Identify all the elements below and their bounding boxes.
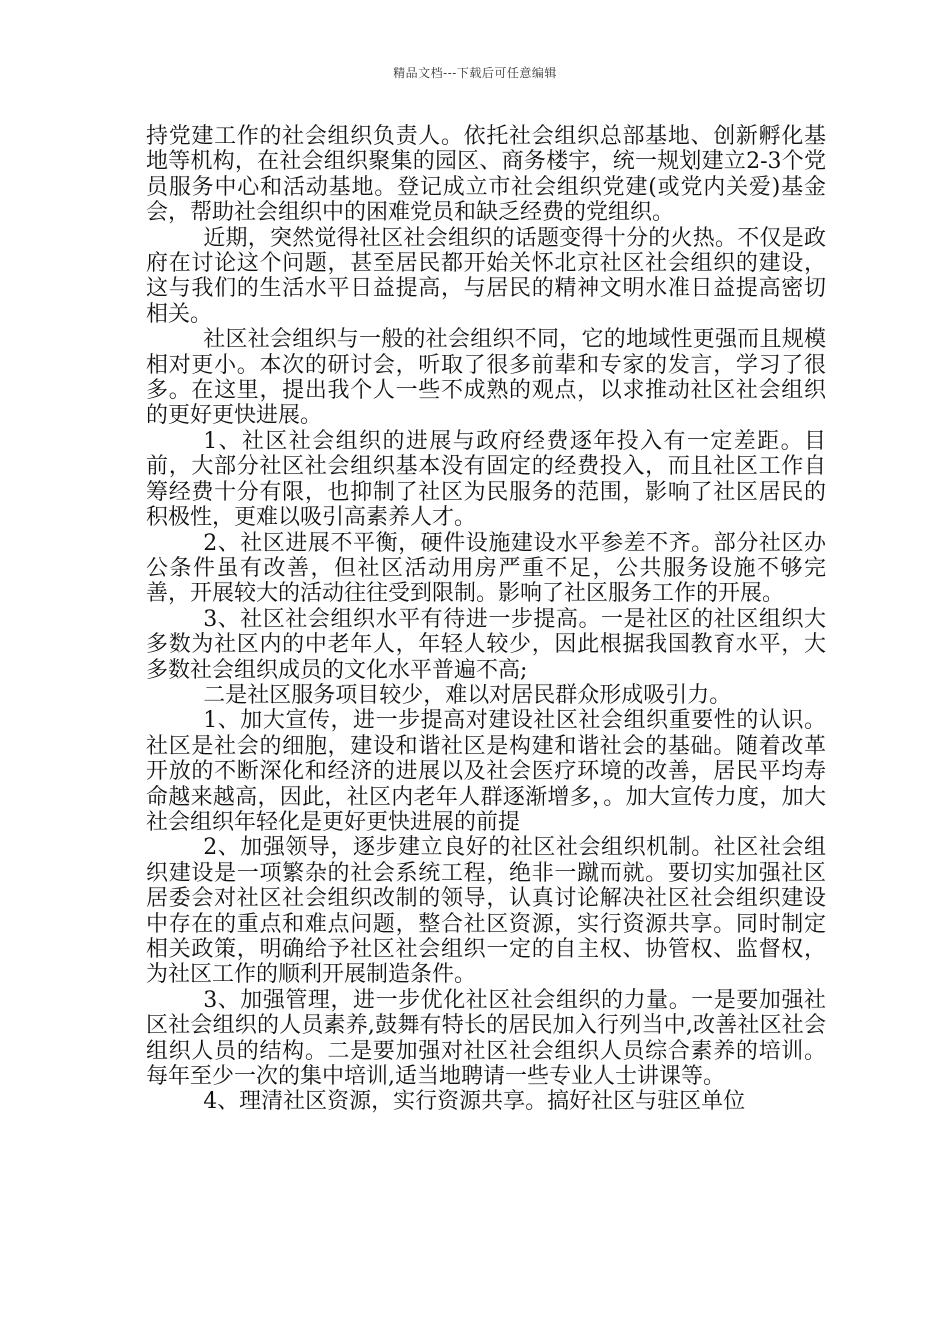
paragraph: 二是社区服务项目较少，难以对居民群众形成吸引力。	[203, 682, 732, 708]
paragraph: 社区社会组织与一般的社会组织不同，它的地域性更强而且规模相对更小。本次的研讨会，听取了很多前辈和专家的发言，学习了很多。在这里，提出我个人一些不成熟的观点，以求推动社区社会组织的更好更快进展。	[146, 327, 826, 429]
paragraph: 1、加大宣传，进一步提高对建设社区社会组织重要性的认识。社区是社会的细胞，建设和谐社区是构建和谐社会的基础。随着改革开放的不断深化和经济的进展以及社会医疗环境的改善，居民平均寿命越来越高，因此，社区内老年人群逐渐增多，。加大宣传力度，加大社会组织年轻化是更好更快进展的前提	[146, 708, 826, 835]
paragraph: 2、加强领导，逐步建立良好的社区社会组织机制。社区社会组织建设是一项繁杂的社会系统工程，绝非一蹴而就。要切实加强社区居委会对社区社会组织改制的领导，认真讨论解决社区社会组织建设中存在的重点和难点问题，整合社区资源，实行资源共享。同时制定相关政策，明确给予社区社会组织一定的自主权、协管权、监督权，为社区工作的顺利开展制造条件。	[146, 835, 826, 988]
paragraph: 2、社区进展不平衡，硬件设施建设水平参差不齐。部分社区办公条件虽有改善，但社区活动用房严重不足，公共服务设施不够完善，开展较大的活动往往受到限制。影响了社区服务工作的开展。	[146, 530, 826, 607]
paragraph: 持党建工作的社会组织负责人。依托社会组织总部基地、创新孵化基地等机构，在社会组织聚集的园区、商务楼宇，统一规划建立2-3个党员服务中心和活动基地。登记成立市社会组织党建(或党内关爱)基金会，帮助社会组织中的困难党员和缺乏经费的党组织。	[146, 124, 826, 226]
page-header: 精品文档---下载后可任意编辑	[393, 66, 557, 80]
paragraph: 3、社区社会组织水平有待进一步提高。一是社区的社区组织大多数为社区内的中老年人，年轻人较少，因此根据我国教育水平，大多数社会组织成员的文化水平普遍不高;	[146, 606, 826, 683]
paragraph: 近期，突然觉得社区社会组织的话题变得十分的火热。不仅是政府在讨论这个问题，甚至居民都开始关怀北京社区社会组织的建设，这与我们的生活水平日益提高，与居民的精神文明水准日益提高密切相关。	[146, 225, 826, 327]
paragraph: 3、加强管理，进一步优化社区社会组织的力量。一是要加强社区社会组织的人员素养,鼓舞有特长的居民加入行列当中,改善社区社会组织人员的结构。二是要加强对社区社会组织人员综合素养的培训。每年至少一次的集中培训,适当地聘请一些专业人士讲课等。	[146, 987, 826, 1090]
paragraph: 4、理清社区资源，实行资源共享。搞好社区与驻区单位	[203, 1089, 746, 1115]
paragraph: 1、社区社会组织的进展与政府经费逐年投入有一定差距。目前，大部分社区社会组织基本没有固定的经费投入，而且社区工作自筹经费十分有限，也抑制了社区为民服务的范围，影响了社区居民的积极性，更难以吸引高素养人才。	[146, 428, 826, 531]
document-body	[146, 124, 826, 1115]
